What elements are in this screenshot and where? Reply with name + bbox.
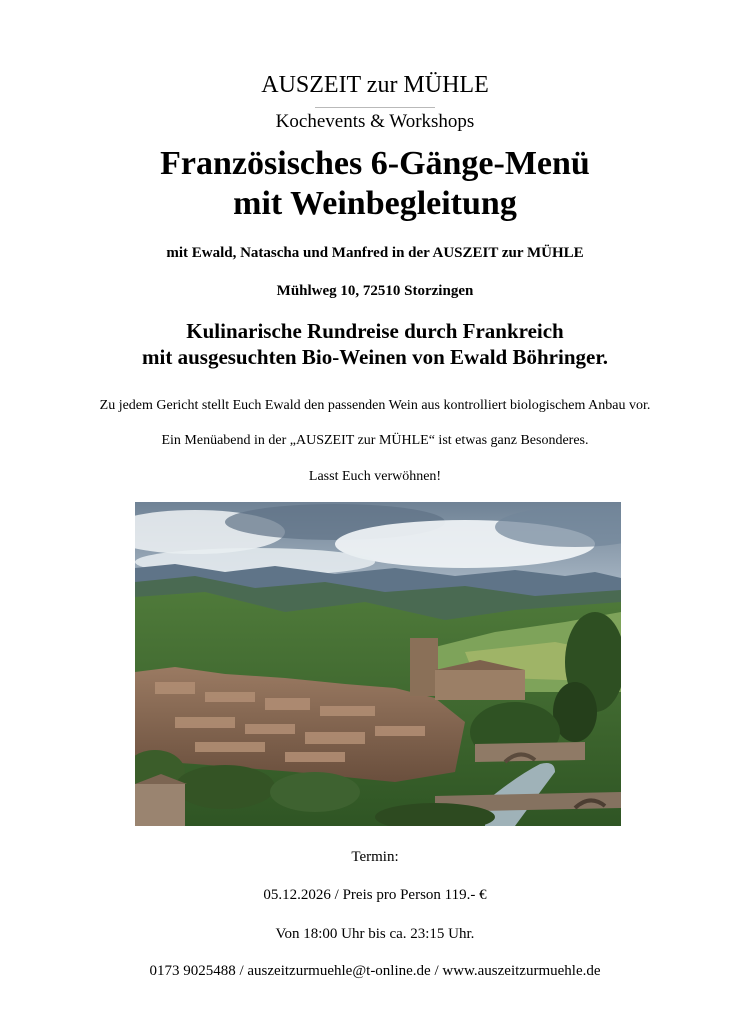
event-tagline	[0, 318, 750, 370]
event-title-line-2: mit Weinbegleitung	[233, 185, 517, 222]
event-tagline-line-2: mit ausgesuchten Bio-Weinen von Ewald Böhringer.	[142, 345, 608, 369]
termin-label: Termin:	[351, 849, 399, 865]
header-divider	[315, 107, 435, 108]
contact-info: 0173 9025488 / auszeitzurmuehle@t-online.de / www.auszeitzurmuehle.de	[149, 963, 601, 979]
event-hosts: mit Ewald, Natascha und Manfred in der AUSZEIT zur MÜHLE	[166, 245, 584, 261]
description-paragraph-2: Ein Menüabend in der „AUSZEIT zur MÜHLE“ ist etwas ganz Besonderes.	[161, 433, 589, 448]
description-paragraph-3: Lasst Euch verwöhnen!	[308, 469, 442, 484]
description-paragraph-1: Zu jedem Gericht stellt Euch Ewald den passenden Wein aus kontrolliert biologischem Anbau vor.	[99, 398, 651, 413]
brand-subtitle: Kochevents & Workshops	[275, 111, 475, 132]
event-title-line-1: Französisches 6-Gänge-Menü	[160, 145, 590, 182]
event-address: Mühlweg 10, 72510 Storzingen	[276, 283, 474, 299]
brand-name: AUSZEIT zur MÜHLE	[261, 72, 489, 98]
date-and-price: 05.12.2026 / Preis pro Person 119.- €	[263, 887, 487, 903]
event-time: Von 18:00 Uhr bis ca. 23:15 Uhr.	[275, 926, 475, 942]
event-tagline-line-1: Kulinarische Rundreise durch Frankreich	[186, 319, 564, 343]
village-landscape-photo	[135, 502, 621, 826]
event-title	[0, 144, 750, 224]
